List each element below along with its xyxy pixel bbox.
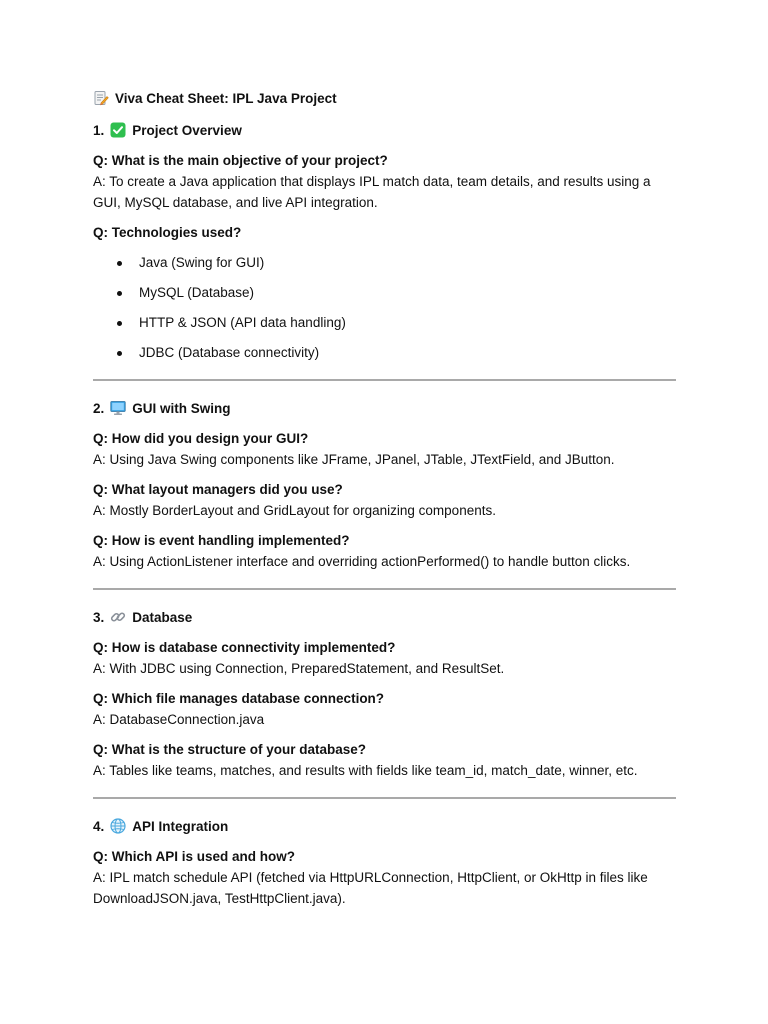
list-item [93,283,676,303]
question: Q: How is database connectivity implemented? [93,640,396,655]
technologies-list [93,253,676,363]
qa-item [93,847,676,909]
qa-item [93,689,676,730]
document-body [93,87,676,919]
answer: A: Using ActionListener interface and overriding actionPerformed() to handle button clicks. [93,554,631,569]
bullet-icon [117,351,122,356]
monitor-icon [110,400,126,416]
question: Q: How did you design your GUI? [93,431,309,446]
section-heading-project-overview [93,119,676,141]
answer: A: IPL match schedule API (fetched via HttpURLConnection, HttpClient, or OkHttp in files like DownloadJSON.java, TestHttpClient.java). [93,870,648,906]
section-number: 2. [93,400,105,416]
list-item-text: MySQL (Database) [139,285,255,300]
section-heading-text: Project Overview [132,122,242,138]
memo-icon [93,90,109,106]
check-mark-icon [110,122,126,138]
document-title-text: Viva Cheat Sheet: IPL Java Project [115,90,337,106]
section-number: 1. [93,122,105,138]
qa-item [93,480,676,521]
question: Q: What is the structure of your database? [93,742,367,757]
globe-icon [110,818,126,834]
section-number: 3. [93,609,105,625]
section-heading-database [93,606,676,628]
bullet-icon [117,261,122,266]
question: Q: Technologies used? [93,225,242,240]
qa-item [93,531,676,572]
answer: A: Using Java Swing components like JFrame, JPanel, JTable, JTextField, and JButton. [93,452,615,467]
question: Q: Which file manages database connection? [93,691,385,706]
list-item-text: HTTP & JSON (API data handling) [139,315,346,330]
list-item-text: JDBC (Database connectivity) [139,345,320,360]
section-divider [93,797,676,799]
list-item [93,343,676,363]
section-number: 4. [93,818,105,834]
section-divider [93,588,676,590]
section-heading-text: API Integration [132,818,229,834]
qa-item [93,740,676,781]
section-heading-text: GUI with Swing [132,400,231,416]
section-divider [93,379,676,381]
answer: A: Mostly BorderLayout and GridLayout for organizing components. [93,503,496,518]
qa-item [93,151,676,213]
document-title [93,87,676,109]
bullet-icon [117,321,122,326]
qa-item [93,638,676,679]
qa-item [93,429,676,470]
list-item-text: Java (Swing for GUI) [139,255,265,270]
answer: A: DatabaseConnection.java [93,712,265,727]
answer: A: With JDBC using Connection, PreparedStatement, and ResultSet. [93,661,505,676]
section-heading-text: Database [132,609,193,625]
question: Q: Which API is used and how? [93,849,296,864]
section-heading-gui-with-swing [93,397,676,419]
question: Q: What layout managers did you use? [93,482,343,497]
question: Q: What is the main objective of your project? [93,153,388,168]
question: Q: How is event handling implemented? [93,533,350,548]
answer: A: To create a Java application that displays IPL match data, team details, and results using a GUI, MySQL database, and live API integration. [93,174,651,210]
answer: A: Tables like teams, matches, and results with fields like team_id, match_date, winner, etc. [93,763,638,778]
bullet-icon [117,291,122,296]
section-heading-api-integration [93,815,676,837]
list-item [93,253,676,273]
list-item [93,313,676,333]
link-icon [110,609,126,625]
qa-item [93,223,676,243]
